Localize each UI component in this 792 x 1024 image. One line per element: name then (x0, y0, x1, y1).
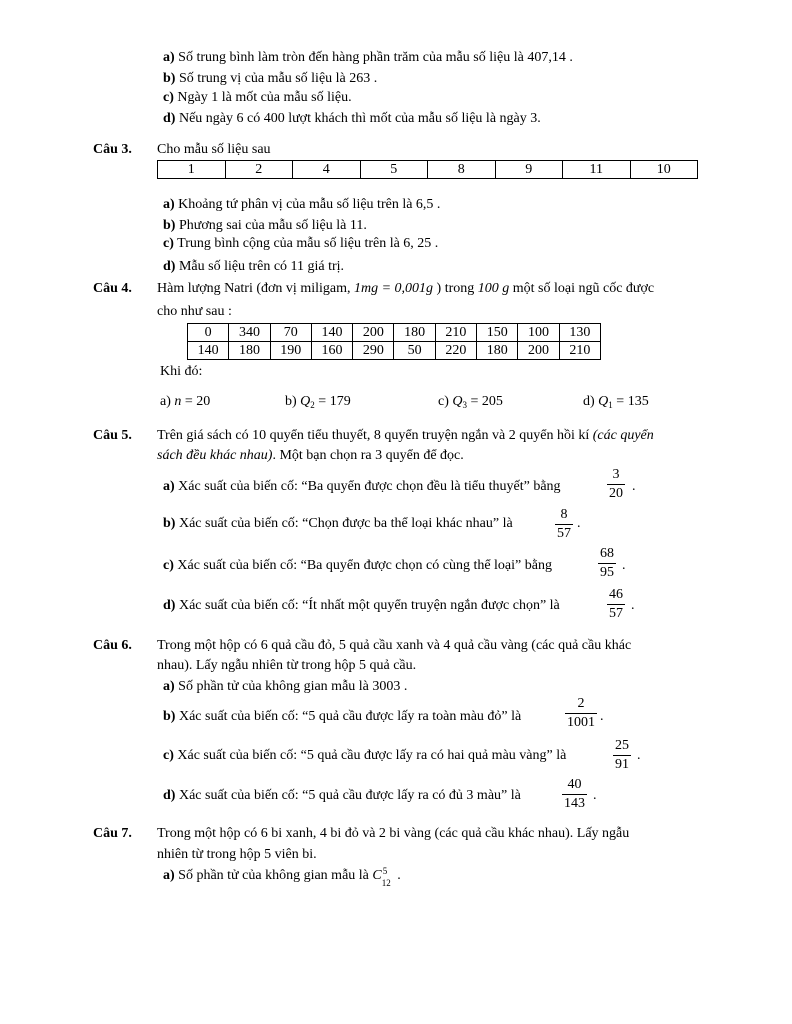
question-4-data-table (187, 323, 601, 360)
table-cell: 190 (270, 342, 311, 360)
table-cell: 10 (630, 161, 698, 179)
question-5-fraction-d: 46 57 (609, 587, 623, 621)
question-3-statement-d: d) Mẫu số liệu trên có 11 giá trị. (163, 259, 345, 274)
question-5-fraction-b: 8 57 (557, 507, 571, 541)
table-cell: 130 (559, 324, 600, 342)
question-5-fraction-a: 3 20 (609, 467, 623, 501)
question-7-statement-a: a) Số phần tử của không gian mẫu là C 5 12 . (163, 865, 401, 888)
table-cell: 11 (563, 161, 631, 179)
question-4-option-c: c) $Q_3 = 205$ (438, 394, 503, 410)
table-cell: 180 (229, 342, 270, 360)
question-5-statement-a: a) Xác suất của biến cố: “Ba quyển được chọn đều là tiểu thuyết” bằng (163, 479, 561, 494)
question-4-line-1: Hàm lượng Natri (đơn vị miligam, 1mg = 0,001g ) trong 100 g một số loại ngũ cốc được (157, 281, 655, 296)
table-cell: 70 (270, 324, 311, 342)
table-cell: 200 (518, 342, 559, 360)
question-6-statement-d: d) Xác suất của biến cố: “5 quả cầu được lấy ra có đủ 3 màu” là (163, 788, 521, 803)
table-cell: 340 (229, 324, 270, 342)
table-cell: 100 (518, 324, 559, 342)
question-6-statement-c: c) Xác suất của biến cố: “5 quả cầu được lấy ra có hai quả màu vàng” là (163, 748, 567, 763)
question-7-line-2: nhiên từ trong hộp 5 viên bi. (157, 847, 317, 862)
question-5-statement-c: c) Xác suất của biến cố: “Ba quyển được chọn có cùng thể loại” bằng (163, 558, 552, 573)
table-cell: 220 (435, 342, 476, 360)
top-statement-d: d) Nếu ngày 6 có 400 lượt khách thì mốt của mẫu số liệu là ngày 3. (163, 111, 541, 126)
question-4-option-d: d) $Q_1 = 135$ (583, 394, 649, 410)
question-4-label: Câu 4. (93, 281, 132, 296)
question-6-fraction-b: 2 1001 (567, 696, 595, 730)
top-statement-b: b) Số trung vị của mẫu số liệu là 263 . (163, 71, 378, 86)
table-row (158, 161, 698, 179)
table-cell: 8 (428, 161, 496, 179)
question-6-label: Câu 6. (93, 638, 132, 653)
table-cell: 9 (495, 161, 563, 179)
question-3-label: Câu 3. (93, 142, 132, 157)
top-statement-a: a) Số trung bình làm tròn đến hàng phần trăm của mẫu số liệu là 407,14 . (163, 50, 573, 65)
question-3-data-table (157, 160, 698, 179)
question-6-fraction-c: 25 91 (615, 738, 629, 772)
question-4-option-b: b) $Q_2 = 179$ (285, 394, 351, 410)
table-cell: 290 (353, 342, 394, 360)
top-statement-c: c) Ngày 1 là mốt của mẫu số liệu. (163, 90, 352, 105)
table-row (188, 324, 601, 342)
table-cell: 210 (559, 342, 600, 360)
table-cell: 4 (293, 161, 361, 179)
table-cell: 180 (394, 324, 435, 342)
question-3-statement-a: a) Khoảng tứ phân vị của mẫu số liệu trên là 6,5 . (163, 197, 441, 212)
question-6-statement-a: a) Số phần tử của không gian mẫu là 3003 . (163, 679, 408, 694)
table-cell: 2 (225, 161, 293, 179)
question-5-label: Câu 5. (93, 428, 132, 443)
table-cell: 50 (394, 342, 435, 360)
question-5-fraction-c: 68 95 (600, 546, 614, 580)
table-cell: 1 (158, 161, 226, 179)
table-cell: 150 (477, 324, 518, 342)
question-6-statement-b: b) Xác suất của biến cố: “5 quả cầu được lấy ra toàn màu đỏ” là (163, 709, 522, 724)
question-5-statement-d: d) Xác suất của biến cố: “Ít nhất một quyển truyện ngắn được chọn” là (163, 598, 560, 613)
question-7-label: Câu 7. (93, 826, 132, 841)
question-3-statement-b: b) Phương sai của mẫu số liệu là 11. (163, 218, 367, 233)
table-cell: 200 (353, 324, 394, 342)
question-5-statement-b: b) Xác suất của biến cố: “Chọn được ba thể loại khác nhau” là (163, 516, 513, 531)
question-3-statement-c: c) Trung bình cộng của mẫu số liệu trên là 6, 25 . (163, 236, 439, 251)
question-4-line-2: cho như sau : (157, 304, 232, 319)
table-cell: 5 (360, 161, 428, 179)
table-cell: 160 (311, 342, 352, 360)
table-cell: 180 (477, 342, 518, 360)
question-4-khi-do: Khi đó: (160, 364, 203, 379)
question-6-line-1: Trong một hộp có 6 quả cầu đỏ, 5 quả cầu xanh và 4 quả cầu vàng (các quả cầu khác (157, 638, 632, 653)
question-6-fraction-d: 40 143 (564, 777, 585, 811)
question-3-intro: Cho mẫu số liệu sau (157, 142, 271, 157)
question-7-line-1: Trong một hộp có 6 bi xanh, 4 bi đỏ và 2 bi vàng (các quả cầu khác nhau). Lấy ngẫu (157, 826, 630, 841)
table-cell: 140 (311, 324, 352, 342)
question-4-option-a: a) n = 20 (160, 394, 211, 409)
question-5-line-1: Trên giá sách có 10 quyển tiểu thuyết, 8 quyển truyện ngắn và 2 quyển hồi kí (các quyển (157, 428, 654, 443)
question-6-line-2: nhau). Lấy ngẫu nhiên từ trong hộp 5 quả cầu. (157, 658, 417, 673)
table-cell: 0 (188, 324, 229, 342)
table-cell: 140 (188, 342, 229, 360)
table-row (188, 342, 601, 360)
table-cell: 210 (435, 324, 476, 342)
question-5-line-2: sách đều khác nhau). Một bạn chọn ra 3 quyển để đọc. (157, 448, 464, 463)
